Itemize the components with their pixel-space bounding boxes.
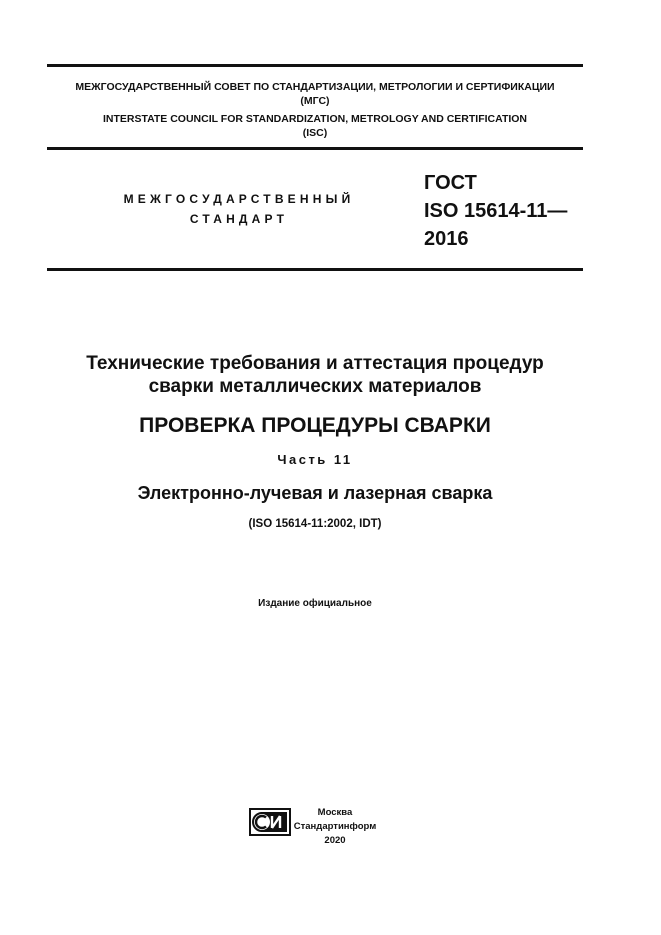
title-line1: Технические требования и аттестация процедур [86,353,544,374]
edition-note: Издание официальное [258,598,372,609]
publisher-year: 2020 [324,835,346,846]
subtitle: Электронно-лучевая и лазерная сварка [137,483,493,503]
standard-year: 2016 [424,228,469,250]
designation-rule [47,268,583,271]
standard-kind-line1: МЕЖГОСУДАРСТВЕННЫЙ [123,192,355,206]
council-ru-name: МЕЖГОСУДАРСТВЕННЫЙ СОВЕТ ПО СТАНДАРТИЗАЦИИ, МЕТРОЛОГИИ И СЕРТИФИКАЦИИ [75,81,555,93]
standard-number: ISO 15614-11— [424,200,568,222]
title-main: ПРОВЕРКА ПРОЦЕДУРЫ СВАРКИ [139,414,491,437]
council-ru-abbr: (МГС) [300,95,330,107]
title-line2: сварки металлических материалов [148,376,482,397]
publisher-city: Москва [317,807,353,818]
gost-label: ГОСТ [424,172,477,194]
council-en-name: INTERSTATE COUNCIL FOR STANDARDIZATION, METROLOGY AND CERTIFICATION [102,113,528,125]
council-ru [47,80,583,108]
publisher-name: Стандартинформ [293,821,377,832]
standard-kind-line2: СТАНДАРТ [189,212,289,226]
part-label: Часть 11 [277,452,353,467]
council-en [47,112,583,140]
council-en-abbr: (ISC) [302,127,328,139]
iso-reference: (ISO 15614-11:2002, IDT) [248,518,382,530]
header-rule [47,147,583,150]
standartinform-logo-icon [249,808,291,836]
top-rule [47,64,583,67]
